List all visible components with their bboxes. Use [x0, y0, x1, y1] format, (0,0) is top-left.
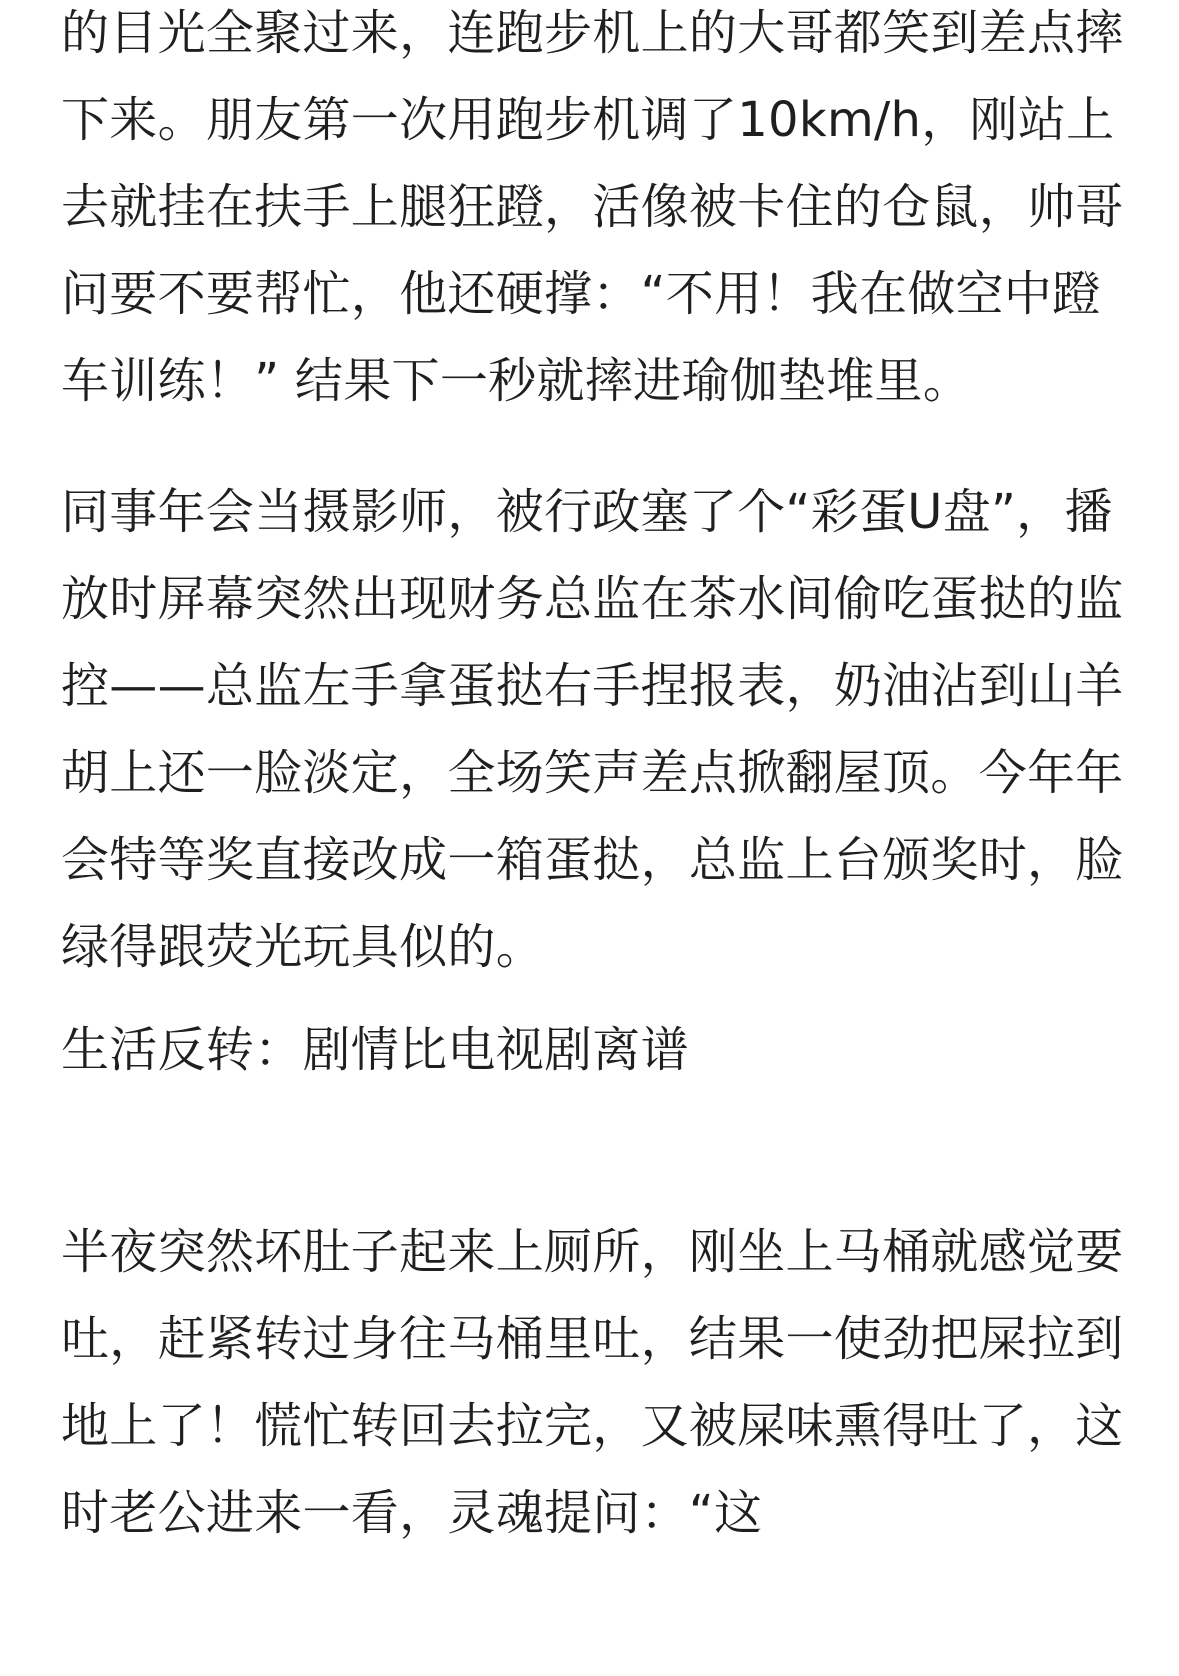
- paragraph-treadmill: 的目光全聚过来，连跑步机上的大哥都笑到差点摔下来。朋友第一次用跑步机调了10km/h，刚站上去就挂在扶手上腿狂蹬，活像被卡住的仓鼠，帅哥问要不要帮忙，他还硬撑：“不用！我在做空中蹬车训练！” 结果下一秒就摔进瑜伽垫堆里。: [61, 5, 1124, 409]
- paragraph-spacer: [61, 425, 1125, 469]
- paragraph-spacer: [61, 991, 1125, 1007]
- paragraph-spacer: [61, 1094, 1125, 1209]
- paragraph-annual-party: 同事年会当摄影师，被行政塞了个“彩蛋U盘”，播放时屏幕突然出现财务总监在茶水间偷吃蛋挞的监控——总监左手拿蛋挞右手捏报表，奶油沾到山羊胡上还一脸淡定，全场笑声差点掀翻屋顶。今年年会特等奖直接改成一箱蛋挞，总监上台颁奖时，脸绿得跟荧光玩具似的。: [61, 484, 1124, 975]
- article-body: [61, 0, 1125, 1557]
- paragraph-midnight: 半夜突然坏肚子起来上厕所，刚坐上马桶就感觉要吐，赶紧转过身往马桶里吐，结果一使劲把屎拉到地上了！慌忙转回去拉完，又被屎味熏得吐了，这时老公进来一看，灵魂提问：“这: [61, 1224, 1124, 1541]
- section-heading: 生活反转：剧情比电视剧离谱: [61, 1022, 689, 1078]
